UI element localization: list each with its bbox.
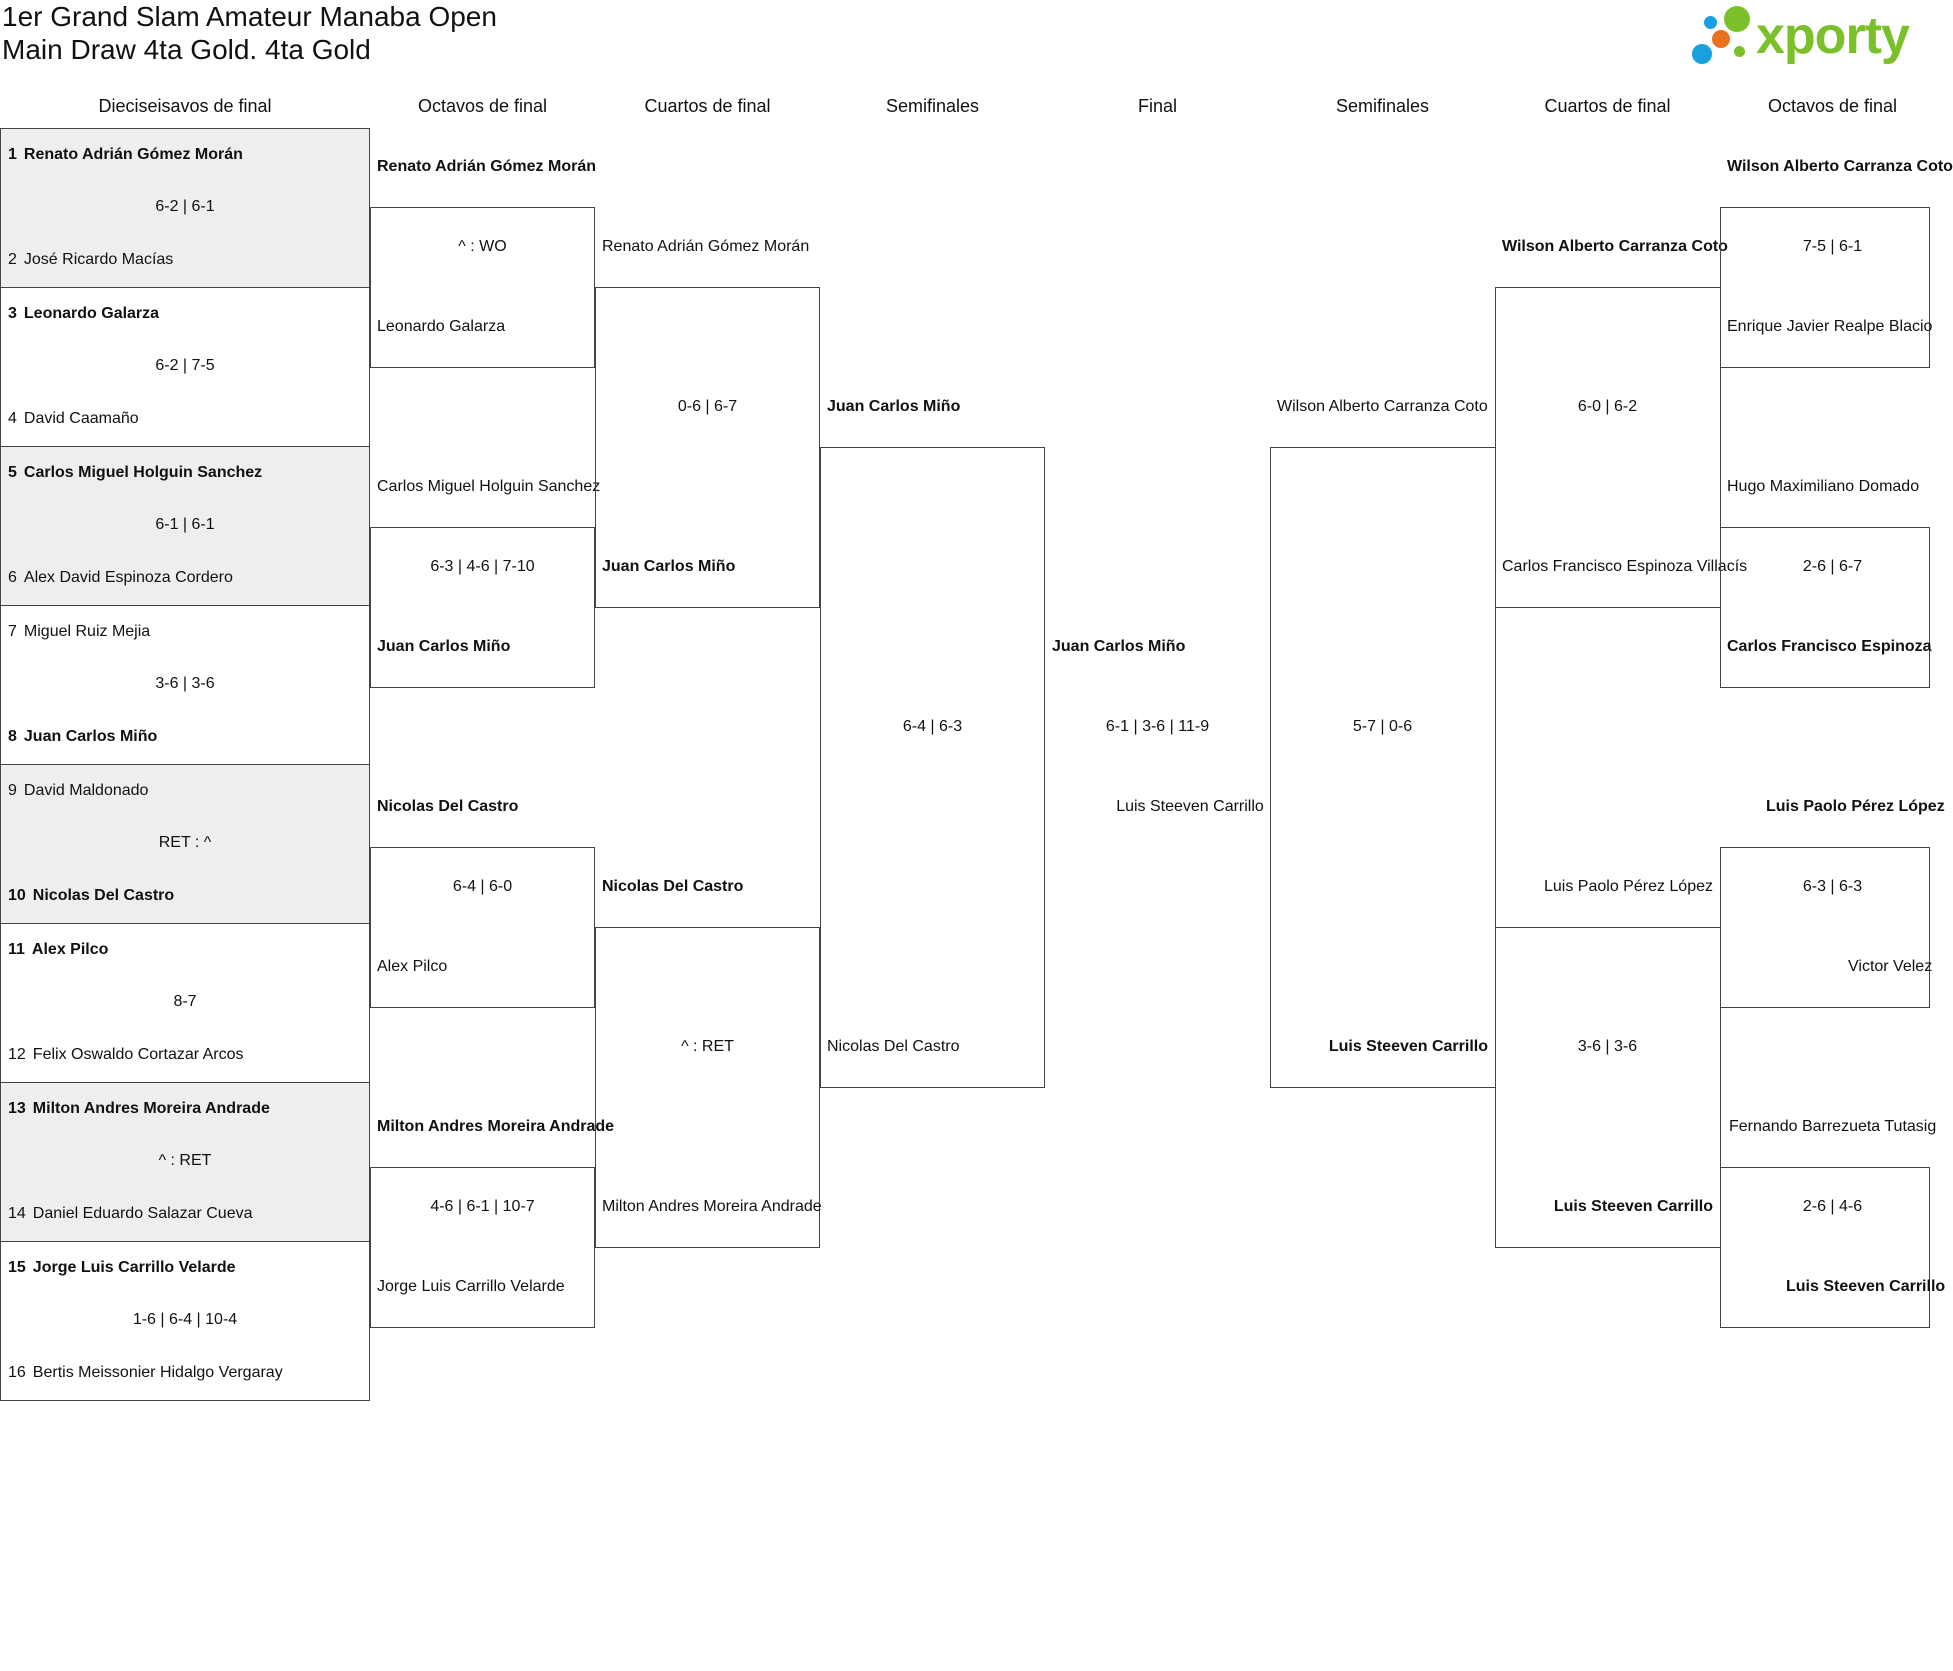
right-r16-player: Hugo Maximiliano Domado (1727, 478, 1920, 495)
right-qf-player: Carlos Francisco Espinoza Villacís (1502, 558, 1748, 575)
r32-score: RET : ^ (158, 834, 212, 851)
left-r16-player: Jorge Luis Carrillo Velarde (377, 1278, 565, 1295)
left-r16-player: Nicolas Del Castro (377, 798, 519, 815)
round-header-left-sf: Semifinales (885, 96, 980, 116)
left-qf-score: 0-6 | 6-7 (677, 398, 738, 415)
left-r16-bracket-box[interactable] (370, 1167, 595, 1328)
logo-dot-orange (1712, 30, 1730, 48)
right-r16-bracket-box[interactable] (1720, 847, 1933, 1008)
r32-player: 16 Bertis Meissonier Hidalgo Vergaray (8, 1364, 283, 1381)
right-r16-bracket-box[interactable] (1720, 527, 1930, 688)
logo-wordmark: xporty (1756, 7, 1909, 65)
r32-player: 3 Leonardo Galarza (8, 305, 160, 322)
left-r16-bracket-box[interactable] (370, 527, 595, 688)
right-sf-player: Wilson Alberto Carranza Coto (1277, 398, 1488, 415)
right-qf-score: 3-6 | 3-6 (1577, 1038, 1638, 1055)
left-sf-score: 6-4 | 6-3 (902, 718, 963, 735)
logo-dot-green-small (1734, 46, 1745, 57)
left-r16-player: Alex Pilco (377, 958, 448, 975)
left-sf-player: Juan Carlos Miño (827, 398, 961, 415)
left-sf-bracket-box[interactable] (820, 447, 1045, 1088)
r32-player: 4 David Caamaño (8, 410, 139, 427)
right-r16-bracket-box[interactable] (1720, 1167, 1946, 1328)
right-r16-score: 2-6 | 6-7 (1802, 558, 1863, 575)
left-qf-player: Renato Adrián Gómez Morán (602, 238, 810, 255)
round-header-right-qf: Cuartos de final (1544, 96, 1671, 116)
right-r16-player: Luis Steeven Carrillo (1786, 1278, 1946, 1295)
left-qf-player: Juan Carlos Miño (602, 558, 736, 575)
right-qf-player: Luis Steeven Carrillo (1553, 1198, 1713, 1215)
r32-score: 1-6 | 6-4 | 10-4 (132, 1311, 238, 1328)
round-header-left-qf: Cuartos de final (644, 96, 771, 116)
left-r16-bracket-box[interactable] (370, 847, 595, 1008)
left-r16-player: Leonardo Galarza (377, 318, 506, 335)
r32-player: 10 Nicolas Del Castro (8, 887, 175, 904)
r32-player: 8 Juan Carlos Miño (8, 728, 158, 745)
left-r16-player: Juan Carlos Miño (377, 638, 511, 655)
r32-score: 3-6 | 3-6 (155, 675, 215, 692)
left-r16-player: Carlos Miguel Holguin Sanchez (377, 478, 601, 495)
round-header-right-sf: Semifinales (1335, 96, 1430, 116)
left-qf-player: Milton Andres Moreira Andrade (602, 1198, 822, 1215)
r32-score: ^ : RET (158, 1152, 212, 1169)
round-header-final: Final (1137, 96, 1177, 116)
left-sf-player: Nicolas Del Castro (827, 1038, 960, 1055)
left-r16-score: 4-6 | 6-1 | 10-7 (430, 1198, 535, 1215)
r32-player: 14 Daniel Eduardo Salazar Cueva (8, 1205, 253, 1222)
r32-player: 15 Jorge Luis Carrillo Velarde (8, 1259, 236, 1276)
logo-dot-blue (1692, 44, 1712, 64)
final-score: 6-1 | 3-6 | 11-9 (1105, 718, 1210, 735)
right-r16-player: Enrique Javier Realpe Blacio (1727, 318, 1933, 335)
left-r16-bracket-box[interactable] (370, 207, 595, 368)
tournament-title: 1er Grand Slam Amateur Manaba Open (2, 1, 497, 32)
round-header-left-r16: Octavos de final (417, 96, 548, 116)
right-r16-player: Carlos Francisco Espinoza (1727, 638, 1932, 655)
right-r16-score: 6-3 | 6-3 (1802, 878, 1863, 895)
left-r16-score: ^ : WO (458, 238, 507, 255)
right-qf-score: 6-0 | 6-2 (1577, 398, 1638, 415)
right-sf-score: 5-7 | 0-6 (1352, 718, 1413, 735)
left-r16-score: 6-4 | 6-0 (452, 878, 513, 895)
r32-player: 12 Felix Oswaldo Cortazar Arcos (8, 1046, 244, 1063)
left-qf-player: Nicolas Del Castro (602, 878, 744, 895)
r32-score: 8-7 (173, 993, 197, 1010)
right-r16-player: Wilson Alberto Carranza Coto (1727, 158, 1953, 175)
r32-score: 6-1 | 6-1 (155, 516, 215, 533)
r32-player: 2 José Ricardo Macías (8, 251, 174, 268)
r32-player: 7 Miguel Ruiz Mejia (8, 623, 151, 640)
right-qf-player: Wilson Alberto Carranza Coto (1502, 238, 1728, 255)
right-r16-player: Fernando Barrezueta Tutasig (1729, 1118, 1937, 1135)
r32-player: 9 David Maldonado (8, 782, 149, 799)
draw-subtitle: Main Draw 4ta Gold. 4ta Gold (2, 34, 371, 65)
r32-player: 13 Milton Andres Moreira Andrade (8, 1100, 270, 1117)
right-r16-score: 7-5 | 6-1 (1802, 238, 1863, 255)
right-r16-bracket-box[interactable] (1720, 207, 1933, 368)
right-r16-score: 2-6 | 4-6 (1802, 1198, 1863, 1215)
r32-player: 11 Alex Pilco (8, 941, 109, 958)
right-qf-player: Luis Paolo Pérez López (1544, 878, 1713, 895)
final-player: Juan Carlos Miño (1052, 638, 1186, 655)
r32-score: 6-2 | 6-1 (155, 198, 215, 215)
final-player: Luis Steeven Carrillo (1116, 798, 1264, 815)
logo-dot-green (1724, 6, 1750, 32)
right-r16-player: Luis Paolo Pérez López (1766, 798, 1945, 815)
left-r16-player: Milton Andres Moreira Andrade (377, 1118, 615, 1135)
r32-player: 1 Renato Adrián Gómez Morán (8, 146, 243, 163)
xporty-logo[interactable] (1688, 0, 1920, 70)
round-header-right-r16: Octavos de final (1767, 96, 1898, 116)
left-qf-score: ^ : RET (681, 1038, 734, 1055)
right-sf-player: Luis Steeven Carrillo (1328, 1038, 1488, 1055)
r32-score: 6-2 | 7-5 (155, 357, 215, 374)
right-r16-player: Victor Velez (1848, 958, 1933, 975)
round-header-r32: Dieciseisavos de final (98, 96, 272, 116)
r32-player: 5 Carlos Miguel Holguin Sanchez (8, 464, 263, 481)
left-r16-player: Renato Adrián Gómez Morán (377, 158, 596, 175)
r32-player: 6 Alex David Espinoza Cordero (8, 569, 233, 586)
left-r16-score: 6-3 | 4-6 | 7-10 (430, 558, 535, 575)
logo-dot-blue-small (1704, 16, 1717, 29)
right-sf-bracket-box[interactable] (1270, 447, 1496, 1088)
